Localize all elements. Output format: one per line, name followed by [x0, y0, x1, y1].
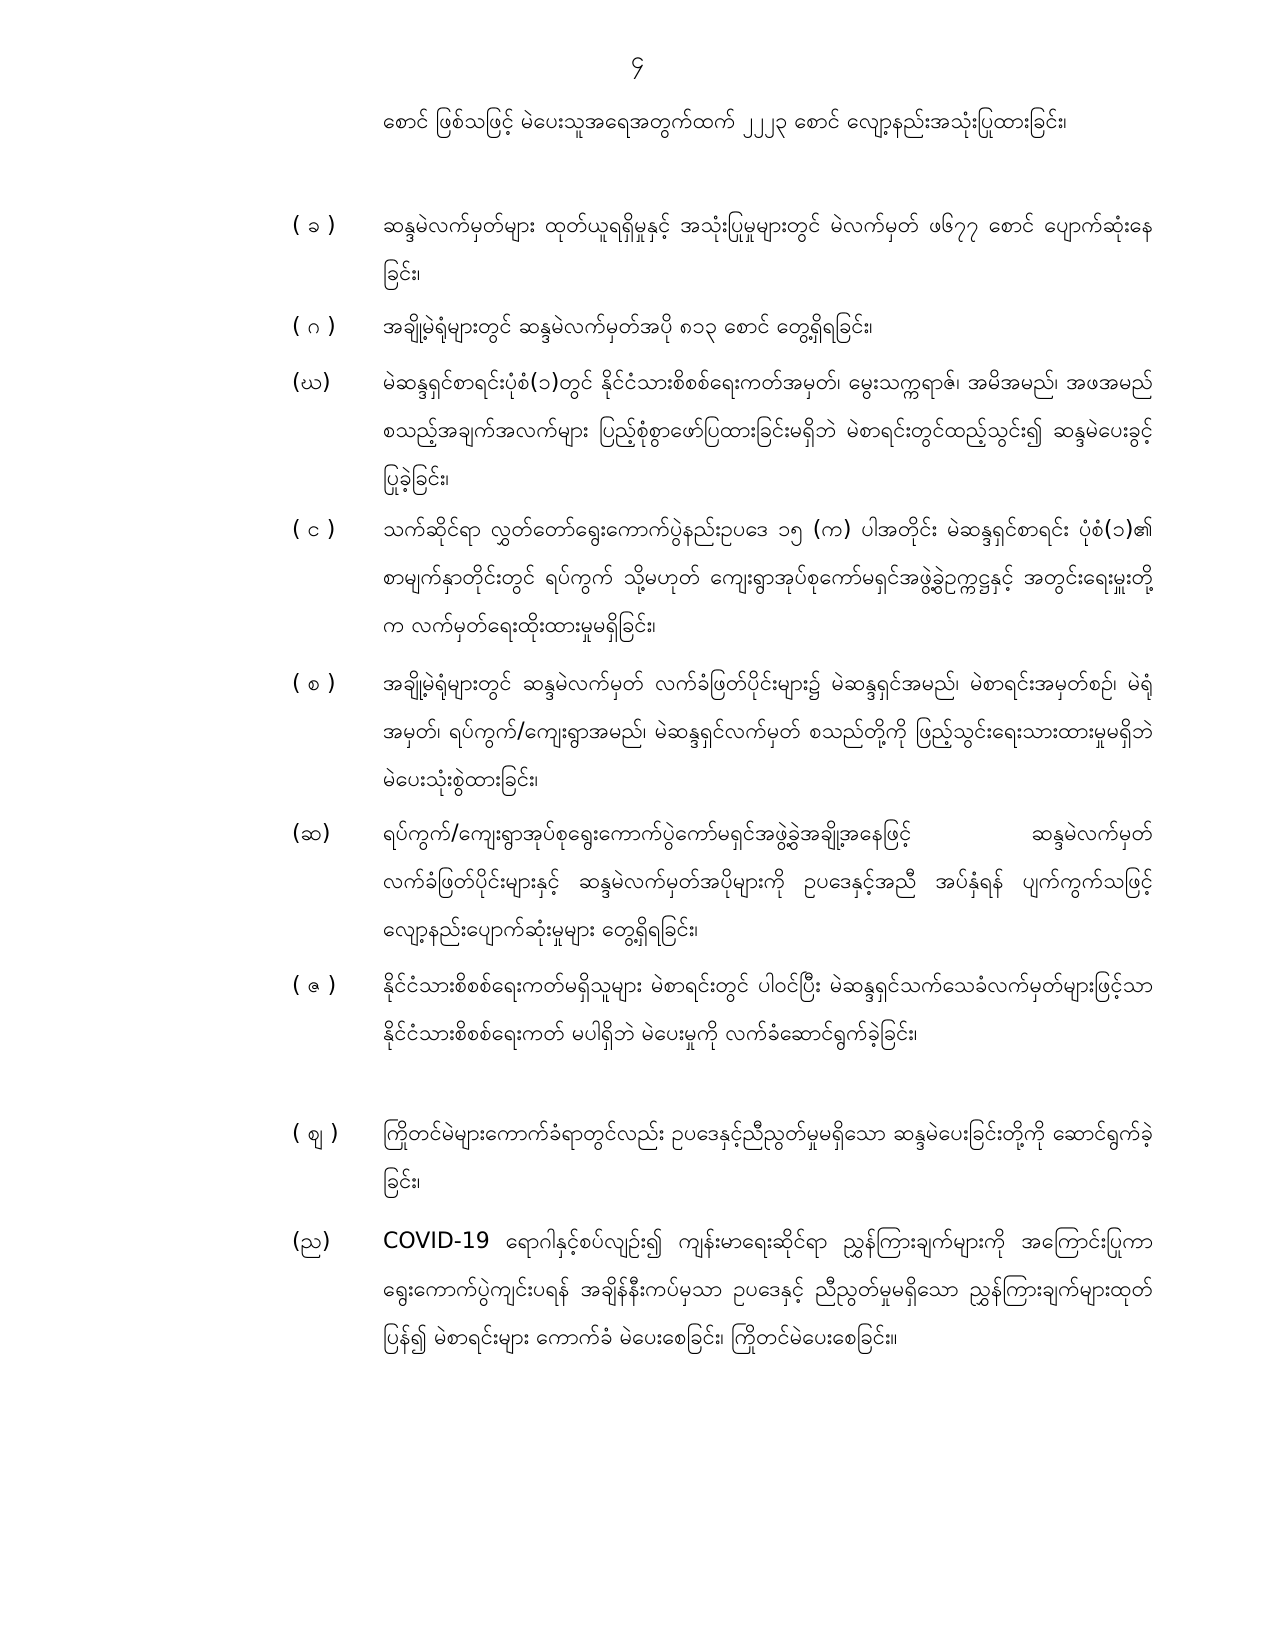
list-item-text: အချို့မဲရုံများတွင် ဆန္ဒမဲလက်မှတ် လက်ခံဖြတ်ပိုင်းများ၌ မဲဆန္ဒရှင်အမည်၊ မဲစာရင်းအမှတ်စဉ်၊ မဲရုံအမှတ်၊ ရပ်ကွက်/ကျေးရွာအမည်၊ မဲဆန္ဒရှင်လက်မှတ် စသည်တို့ကို ဖြည့်သွင်းရေးသားထားမှုမရှိဘဲ မဲပေးသုံးစွဲထားခြင်း၊	[383, 671, 1153, 792]
list-item-marker: ( ဂ )	[292, 314, 336, 339]
list-item-text: ဆန္ဒမဲလက်မှတ်များ ထုတ်ယူရရှိမှုနှင့် အသုံးပြုမှုများတွင် မဲလက်မှတ် ဖ၆၇၇ စောင် ပျောက်ဆုံးနေခြင်း၊	[383, 213, 1153, 286]
list-item-marker: ( ဇ )	[292, 973, 337, 998]
list-item-text: ရပ်ကွက်/ကျေးရွာအုပ်စုရွေးကောက်ပွဲကော်မရှင်အဖွဲ့ခွဲအချို့အနေဖြင့် ဆန္ဒမဲလက်မှတ် လက်ခံဖြတ်ပိုင်းများနှင့် ဆန္ဒမဲလက်မှတ်အပိုများကို ဥပဒေနှင့်အညီ အပ်နှံရန် ပျက်ကွက်သဖြင့် လျော့နည်းပျောက်ဆုံးမှုများ တွေ့ရှိရခြင်း၊	[383, 821, 1153, 942]
list-item-marker: (ဆ)	[292, 821, 331, 846]
list-item-marker: ( ဈ )	[292, 1121, 339, 1146]
list-item-marker: ( စ )	[292, 671, 336, 696]
list-item-text: COVID-19 ရောဂါနှင့်စပ်လျဉ်း၍ ကျန်းမာရေးဆိုင်ရာ ညွှန်ကြားချက်များကို အကြောင်းပြုကာ ရွေးကောက်ပွဲကျင်းပရန် အချိန်နီးကပ်မှသာ ဥပဒေနှင့် ညီညွတ်မှုမရှိသော ညွှန်ကြားချက်များထုတ်ပြန်၍ မဲစာရင်းများ ကောက်ခံ မဲပေးစေခြင်း၊ ကြိုတင်မဲပေးစေခြင်း။	[383, 1229, 1153, 1350]
list-item-text: အချို့မဲရုံများတွင် ဆန္ဒမဲလက်မှတ်အပို ၈၁၃ စောင် တွေ့ရှိရခြင်း၊	[383, 314, 873, 339]
list-item-marker: ( ခ )	[292, 213, 336, 238]
list-item-text: နိုင်ငံသားစိစစ်ရေးကတ်မရှိသူများ မဲစာရင်းတွင် ပါဝင်ပြီး မဲဆန္ဒရှင်သက်သေခံလက်မှတ်များဖြင့်သာ နိုင်ငံသားစိစစ်ရေးကတ် မပါရှိဘဲ မဲပေးမှုကို လက်ခံဆောင်ရွက်ခဲ့ခြင်း၊	[383, 973, 1153, 1046]
page-number: ၄	[630, 46, 645, 74]
list-item-marker: (ဃ)	[292, 370, 331, 395]
list-item-marker: (ည)	[292, 1229, 331, 1254]
list-item-text: မဲဆန္ဒရှင်စာရင်းပုံစံ(၁)တွင် နိုင်ငံသားစိစစ်ရေးကတ်အမှတ်၊ မွေးသက္ကရာဇ်၊ အမိအမည်၊ အဖအမည် စသည့်အချက်အလက်များ ပြည့်စုံစွာဖော်ပြထားခြင်းမရှိဘဲ မဲစာရင်းတွင်ထည့်သွင်း၍ ဆန္ဒမဲပေးခွင့်ပြုခဲ့ခြင်း၊	[383, 370, 1153, 491]
list-item-text: သက်ဆိုင်ရာ လွှတ်တော်ရွေးကောက်ပွဲနည်းဥပဒေ ၁၅ (က) ပါအတိုင်း မဲဆန္ဒရှင်စာရင်း ပုံစံ(၁)၏ စာမျက်နှာတိုင်းတွင် ရပ်ကွက် သို့မဟုတ် ကျေးရွာအုပ်စုကော်မရှင်အဖွဲ့ခွဲဥက္ကဋ္ဌနှင့် အတွင်းရေးမှူးတို့က လက်မှတ်ရေးထိုးထားမှုမရှိခြင်း၊	[383, 517, 1153, 638]
list-item-marker: ( င )	[292, 517, 336, 542]
list-item-text: စောင် ဖြစ်သဖြင့် မဲပေးသူအရေအတွက်ထက် ၂၂၂၃ စောင် လျော့နည်းအသုံးပြုထားခြင်း၊	[383, 109, 1067, 134]
list-item-text: ကြိုတင်မဲများကောက်ခံရာတွင်လည်း ဥပဒေနှင့်ညီညွတ်မှုမရှိသော ဆန္ဒမဲပေးခြင်းတို့ကို ဆောင်ရွက်ခဲ့ခြင်း၊	[383, 1121, 1153, 1194]
